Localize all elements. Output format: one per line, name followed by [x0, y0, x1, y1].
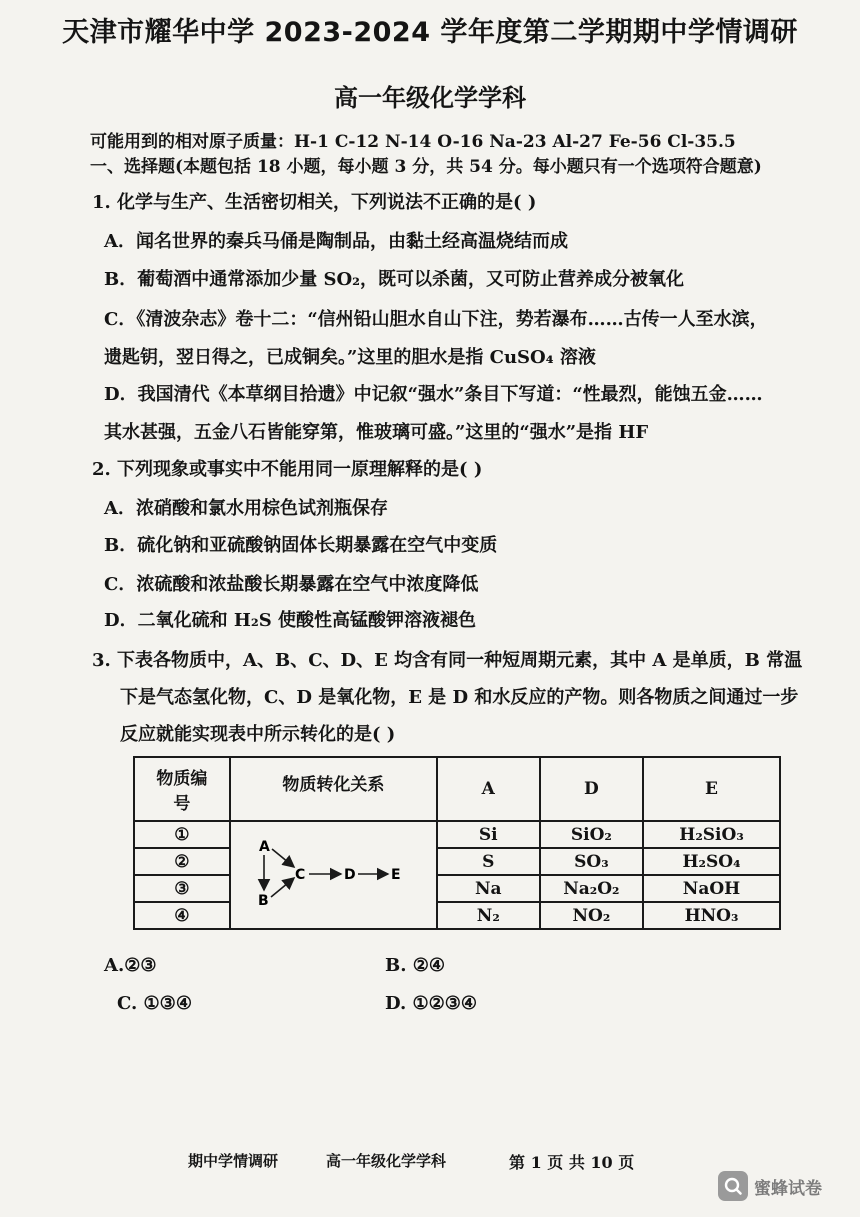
diagram-label-e: E — [390, 867, 401, 883]
header-id-line1: 物质编 — [156, 769, 208, 789]
q2-stem: 2. 下列现象或事实中不能用同一原理解释的是( ) — [92, 459, 483, 480]
row-a: S — [437, 848, 540, 875]
q2-option-a: A．浓硝酸和氯水用棕色试剂瓶保存 — [104, 498, 388, 519]
header-id-line2: 号 — [173, 794, 191, 814]
atomic-masses: 可能用到的相对原子质量：H-1 C-12 N-14 O-16 Na-23 Al-27 Fe-56 Cl-35.5 — [90, 132, 736, 152]
row-d: SiO₂ — [540, 821, 643, 848]
q1-option-d-cont: 其水甚强，五金八石皆能穿第，惟玻璃可盛。”这里的“强水”是指 HF — [104, 422, 649, 443]
conversion-diagram — [231, 823, 436, 927]
header-cell-relation: 物质转化关系 — [230, 757, 437, 821]
row-e: HNO₃ — [643, 902, 780, 929]
watermark — [718, 1169, 836, 1203]
footer-subject: 高一年级化学学科 — [326, 1152, 447, 1170]
diagram-label-b: B — [257, 893, 269, 909]
q3-table — [133, 756, 781, 930]
q2-option-d: D．二氧化硫和 H₂S 使酸性高锰酸钾溶液褪色 — [104, 610, 477, 631]
header-cell-id — [134, 757, 230, 821]
arrow-a-to-c — [272, 849, 294, 867]
q2-option-b: B．硫化钠和亚硫酸钠固体长期暴露在空气中变质 — [104, 535, 498, 556]
row-d: Na₂O₂ — [540, 875, 643, 902]
row-d: NO₂ — [540, 902, 643, 929]
row-d: SO₃ — [540, 848, 643, 875]
footer-page-number: 第 1 页 共 10 页 — [509, 1153, 635, 1172]
row-a: Si — [437, 821, 540, 848]
row-e: H₂SO₄ — [643, 848, 780, 875]
q3-stem: 3. 下表各物质中，A、B、C、D、E 均含有同一种短周期元素，其中 A 是单质，B 常温 — [92, 650, 803, 671]
q3-option-a: A.②③ — [104, 955, 157, 976]
footer-left: 期中学情调研 — [188, 1152, 279, 1170]
q3-stem-cont: 下是气态氢化物，C、D 是氧化物，E 是 D 和水反应的产物。则各物质之间通过一步 — [120, 687, 799, 708]
q3-option-b: B. ②④ — [385, 955, 446, 976]
q1-option-b: B．葡萄酒中通常添加少量 SO₂，既可以杀菌，又可防止营养成分被氧化 — [104, 269, 685, 290]
q2-option-c: C．浓硫酸和浓盐酸长期暴露在空气中浓度降低 — [104, 574, 479, 595]
page-title: 天津市耀华中学 2023-2024 学年度第二学期期中学情调研 — [62, 17, 798, 48]
q1-option-c-cont: 遗匙钥，翌日得之，已成铜矣。”这里的胆水是指 CuSO₄ 溶液 — [104, 347, 596, 368]
diagram-label-c: C — [294, 867, 306, 883]
row-id: ② — [134, 848, 230, 875]
q1-option-d: D．我国清代《本草纲目拾遗》中记叙“强水”条目下写道：“性最烈，能蚀五金…… — [104, 384, 763, 405]
q3-stem-cont2: 反应就能实现表中所示转化的是( ) — [120, 724, 396, 745]
q1-stem: 1. 化学与生产、生活密切相关，下列说法不正确的是( ) — [92, 192, 537, 213]
table-header-row — [134, 757, 780, 821]
arrow-b-to-c — [271, 878, 294, 897]
page-subtitle: 高一年级化学学科 — [334, 84, 526, 112]
header-cell-e: E — [643, 757, 780, 821]
row-e: H₂SiO₃ — [643, 821, 780, 848]
row-a: N₂ — [437, 902, 540, 929]
diagram-label-d: D — [343, 867, 356, 883]
header-cell-a: A — [437, 757, 540, 821]
section-heading: 一、选择题(本题包括 18 小题，每小题 3 分，共 54 分。每小题只有一个选项符合题意) — [90, 157, 762, 177]
q1-option-a: A．闻名世界的秦兵马俑是陶制品，由黏土经高温烧结而成 — [104, 231, 568, 252]
header-cell-d: D — [540, 757, 643, 821]
row-id: ③ — [134, 875, 230, 902]
q3-option-c: C. ①③④ — [117, 993, 192, 1014]
search-icon — [718, 1171, 748, 1201]
conversion-diagram-cell — [230, 821, 437, 929]
watermark-text: 蜜蜂试卷 — [754, 1178, 822, 1199]
table-row — [134, 821, 780, 848]
q3-option-d: D. ①②③④ — [385, 993, 478, 1014]
q1-option-c: C．《清波杂志》卷十二：“信州铅山胆水自山下注，势若瀑布……古传一人至水滨， — [104, 309, 768, 330]
diagram-label-a: A — [258, 839, 270, 855]
row-a: Na — [437, 875, 540, 902]
row-id: ④ — [134, 902, 230, 929]
row-id: ① — [134, 821, 230, 848]
row-e: NaOH — [643, 875, 780, 902]
